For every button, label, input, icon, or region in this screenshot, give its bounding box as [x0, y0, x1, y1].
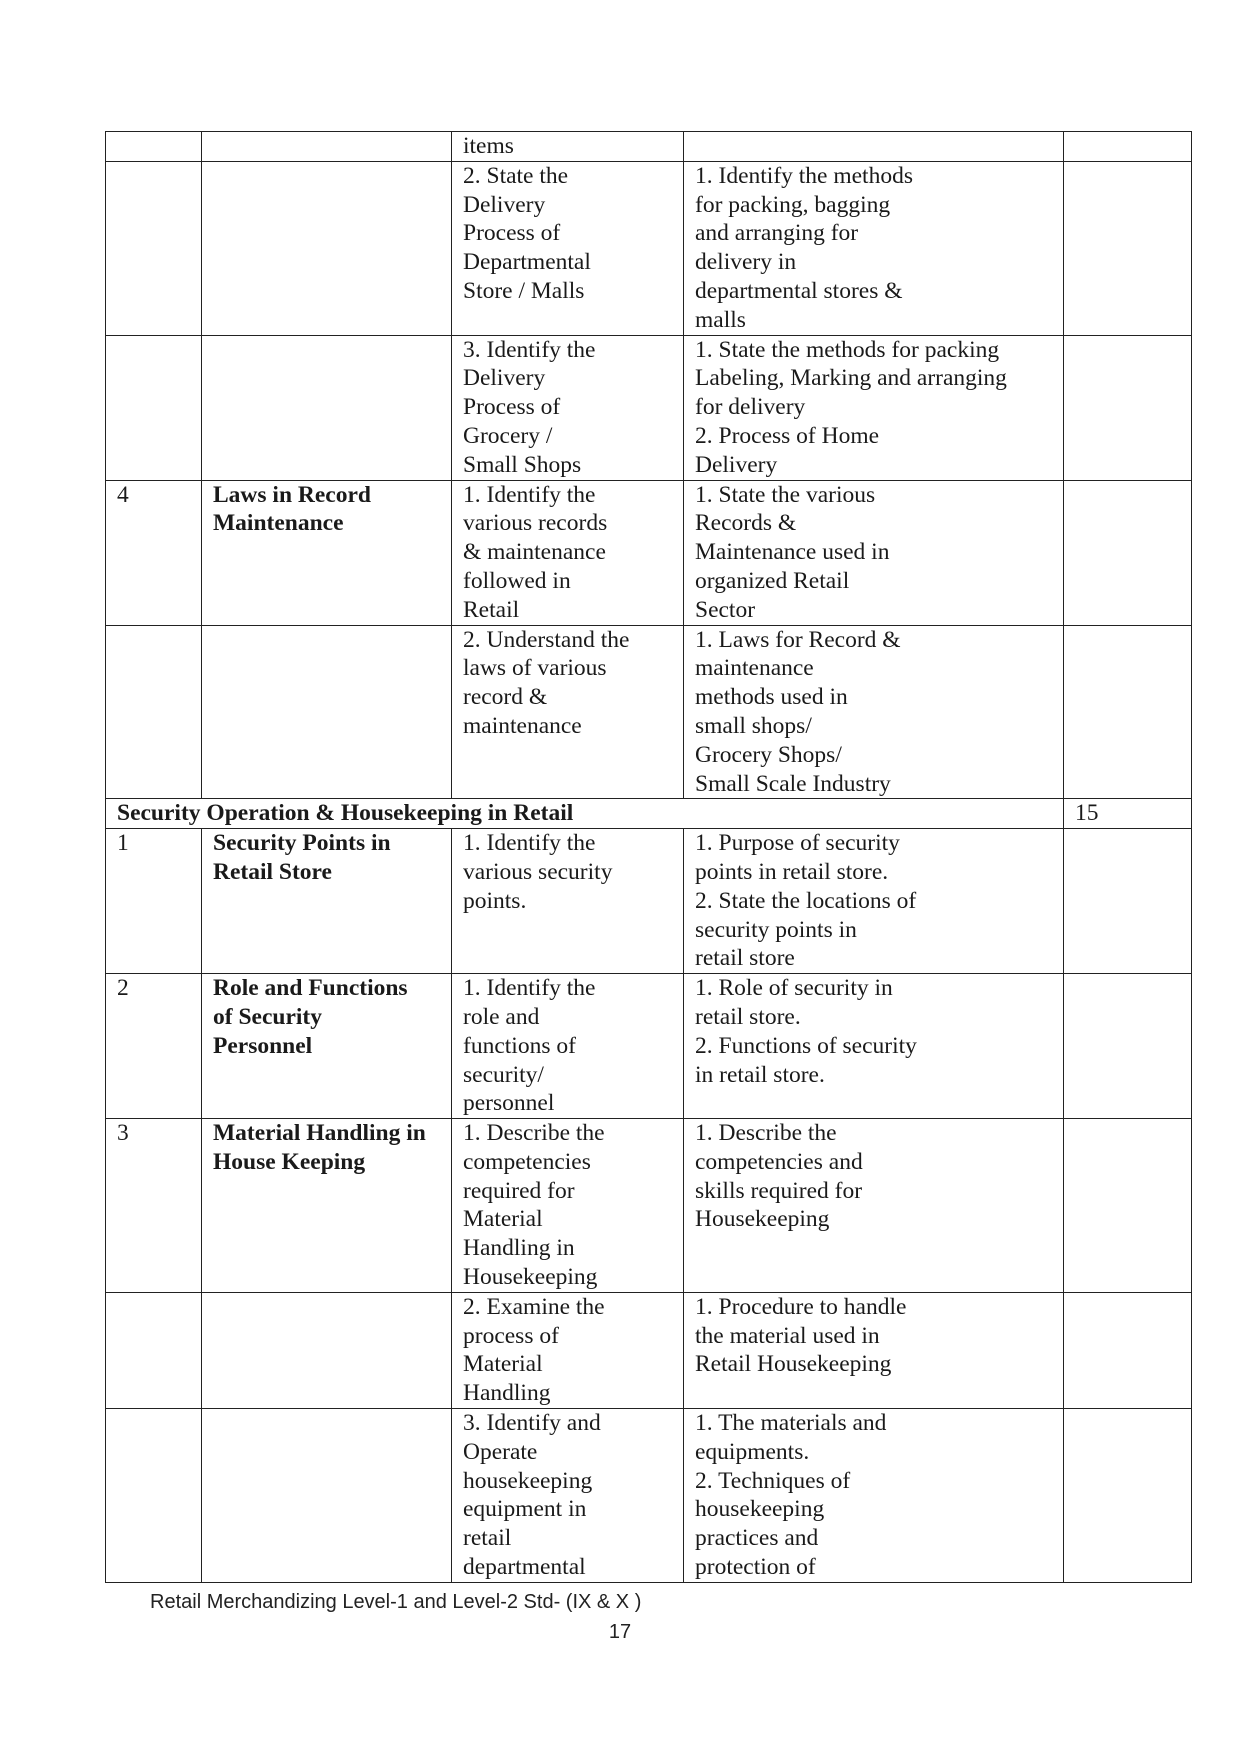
objective-cell: 2. Examine the process of Material Handling [452, 1292, 684, 1408]
syllabus-table [105, 131, 1192, 1583]
objective-cell: items [452, 132, 684, 162]
topic-cell: Role and Functions of Security Personnel [202, 974, 452, 1119]
content-cell: 1. Describe the competencies and skills required for Housekeeping [684, 1119, 1064, 1293]
unit-number-cell [106, 625, 202, 799]
syllabus-table-body [106, 132, 1192, 1583]
marks-cell [1064, 625, 1192, 799]
unit-number-cell [106, 132, 202, 162]
topic-cell: Laws in Record Maintenance [202, 480, 452, 625]
marks-cell [1064, 335, 1192, 480]
marks-cell [1064, 480, 1192, 625]
unit-number-cell: 2 [106, 974, 202, 1119]
unit-number-cell [106, 1409, 202, 1583]
section-marks: 15 [1064, 799, 1192, 829]
content-cell: 1. Identify the methods for packing, bagging and arranging for delivery in departmental stores & malls [684, 161, 1064, 335]
topic-cell [202, 1409, 452, 1583]
topic-cell: Material Handling in House Keeping [202, 1119, 452, 1293]
topic-cell [202, 625, 452, 799]
page-number: 17 [608, 1621, 632, 1643]
objective-cell: 2. Understand the laws of various record & maintenance [452, 625, 684, 799]
table-row [106, 1292, 1192, 1408]
table-row [106, 1409, 1192, 1583]
unit-number-cell: 4 [106, 480, 202, 625]
objective-cell: 1. Describe the competencies required for Material Handling in Housekeeping [452, 1119, 684, 1293]
footer-text: Retail Merchandizing Level-1 and Level-2 Std- (IX & X ) [150, 1591, 642, 1613]
marks-cell [1064, 1292, 1192, 1408]
table-row [106, 480, 1192, 625]
content-cell [684, 132, 1064, 162]
topic-cell [202, 161, 452, 335]
unit-number-cell: 1 [106, 829, 202, 974]
objective-cell: 1. Identify the various records & maintenance followed in Retail [452, 480, 684, 625]
marks-cell [1064, 161, 1192, 335]
content-cell: 1. The materials and equipments. 2. Techniques of housekeeping practices and protection of [684, 1409, 1064, 1583]
table-row [106, 829, 1192, 974]
topic-cell [202, 132, 452, 162]
topic-cell: Security Points in Retail Store [202, 829, 452, 974]
table-row [106, 132, 1192, 162]
topic-cell [202, 335, 452, 480]
objective-cell: 2. State the Delivery Process of Departmental Store / Malls [452, 161, 684, 335]
unit-number-cell [106, 161, 202, 335]
section-header-row [106, 799, 1192, 829]
objective-cell: 3. Identify and Operate housekeeping equipment in retail departmental [452, 1409, 684, 1583]
marks-cell [1064, 1409, 1192, 1583]
table-row [106, 1119, 1192, 1293]
unit-number-cell [106, 335, 202, 480]
marks-cell [1064, 974, 1192, 1119]
objective-cell: 1. Identify the various security points. [452, 829, 684, 974]
objective-cell: 3. Identify the Delivery Process of Grocery / Small Shops [452, 335, 684, 480]
content-cell: 1. Purpose of security points in retail store. 2. State the locations of security points in retail store [684, 829, 1064, 974]
table-row [106, 974, 1192, 1119]
content-cell: 1. State the various Records & Maintenance used in organized Retail Sector [684, 480, 1064, 625]
marks-cell [1064, 829, 1192, 974]
content-cell: 1. Laws for Record & maintenance methods used in small shops/ Grocery Shops/ Small Scale Industry [684, 625, 1064, 799]
unit-number-cell: 3 [106, 1119, 202, 1293]
content-cell: 1. Procedure to handle the material used in Retail Housekeeping [684, 1292, 1064, 1408]
unit-number-cell [106, 1292, 202, 1408]
marks-cell [1064, 1119, 1192, 1293]
section-title: Security Operation & Housekeeping in Retail [106, 799, 1064, 829]
objective-cell: 1. Identify the role and functions of security/ personnel [452, 974, 684, 1119]
marks-cell [1064, 132, 1192, 162]
table-row [106, 335, 1192, 480]
table-row [106, 161, 1192, 335]
table-row [106, 625, 1192, 799]
topic-cell [202, 1292, 452, 1408]
content-cell: 1. Role of security in retail store. 2. Functions of security in retail store. [684, 974, 1064, 1119]
content-cell: 1. State the methods for packing Labeling, Marking and arranging for delivery 2. Process of Home Delivery [684, 335, 1064, 480]
